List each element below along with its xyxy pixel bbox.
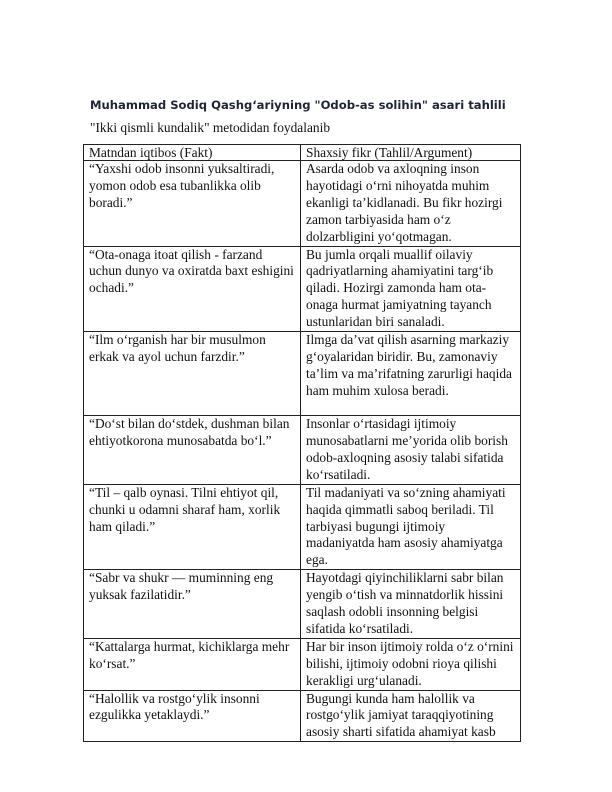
table-header-row [84,145,521,161]
opinion-cell: Asarda odob va axloqning inson hayotidagi o‘rni nihoyatda muhim ekanligi ta’kidlanadi. Bu fikr hozirgi zamon tarbiyasida ham o‘z dolzarbligini yo‘qotmagan. [301,161,521,247]
quote-cell: “Kattalarga hurmat, kichiklarga mehr ko‘rsat.” [84,638,301,690]
quote-cell: “Ilm o‘rganish har bir musulmon erkak va ayol uchun farzdir.” [84,332,301,416]
document-title: Muhammad Sodiq Qashg‘ariyning "Odob-as solihin" asari tahlili [90,98,506,112]
opinion-cell: Til madaniyati va so‘zning ahamiyati haqida qimmatli saboq beriladi. Til tarbiyasi bugungi ijtimoiy madaniyatda ham asosiy ahamiyatga ega. [301,484,521,570]
analysis-table [83,144,521,742]
table-row [84,416,521,485]
table-row [84,332,521,416]
header-opinion: Shaxsiy fikr (Tahlil/Argument) [301,145,521,161]
opinion-cell: Insonlar o‘rtasidagi ijtimoiy munosabatlarni me’yorida olib borish odob-axloqning asosiy talabi sifatida ko‘rsatiladi. [301,416,521,485]
table-row [84,570,521,639]
header-quote: Matndan iqtibos (Fakt) [84,145,301,161]
table-row [84,690,521,742]
quote-cell: “Sabr va shukr — muminning eng yuksak fazilatidir.” [84,570,301,639]
opinion-cell: Har bir inson ijtimoiy rolda o‘z o‘rnini bilishi, ijtimoiy odobni rioya qilishi kerakligi urg‘ulanadi. [301,638,521,690]
document-subtitle: "Ikki qismli kundalik" metodidan foydalanib [90,120,331,135]
opinion-cell: Ilmga da’vat qilish asarning markaziy g‘oyalaridan biridir. Bu, zamonaviy ta’lim va ma’rifatning zarurligi haqida ham muhim xulosa beradi. [301,332,521,416]
quote-cell: “Do‘st bilan do‘stdek, dushman bilan ehtiyotkorona munosabatda bo‘l.” [84,416,301,485]
quote-cell: “Halollik va rostgo‘ylik insonni ezgulikka yetaklaydi.” [84,690,301,742]
table-row [84,484,521,570]
table-row [84,161,521,247]
quote-cell: “Ota-onaga itoat qilish - farzand uchun dunyo va oxiratda baxt eshigini ochadi.” [84,246,301,332]
quote-cell: “Til – qalb oynasi. Tilni ehtiyot qil, chunki u odamni sharaf ham, xorlik ham qiladi.” [84,484,301,570]
table-row [84,246,521,332]
opinion-cell: Bugungi kunda ham halollik va rostgo‘ylik jamiyat taraqqiyotining asosiy sharti sifatida ahamiyat kasb [301,690,521,742]
quote-cell: “Yaxshi odob insonni yuksaltiradi, yomon odob esa tubanlikka olib boradi.” [84,161,301,247]
opinion-cell: Hayotdagi qiyinchiliklarni sabr bilan yengib o‘tish va minnatdorlik hissini saqlash odobli insonning belgisi sifatida ko‘rsatiladi. [301,570,521,639]
table-row [84,638,521,690]
opinion-cell: Bu jumla orqali muallif oilaviy qadriyatlarning ahamiyatini targ‘ib qiladi. Hozirgi zamonda ham ota-onaga hurmat jamiyatning tayanch ustunlaridan biri sanaladi. [301,246,521,332]
